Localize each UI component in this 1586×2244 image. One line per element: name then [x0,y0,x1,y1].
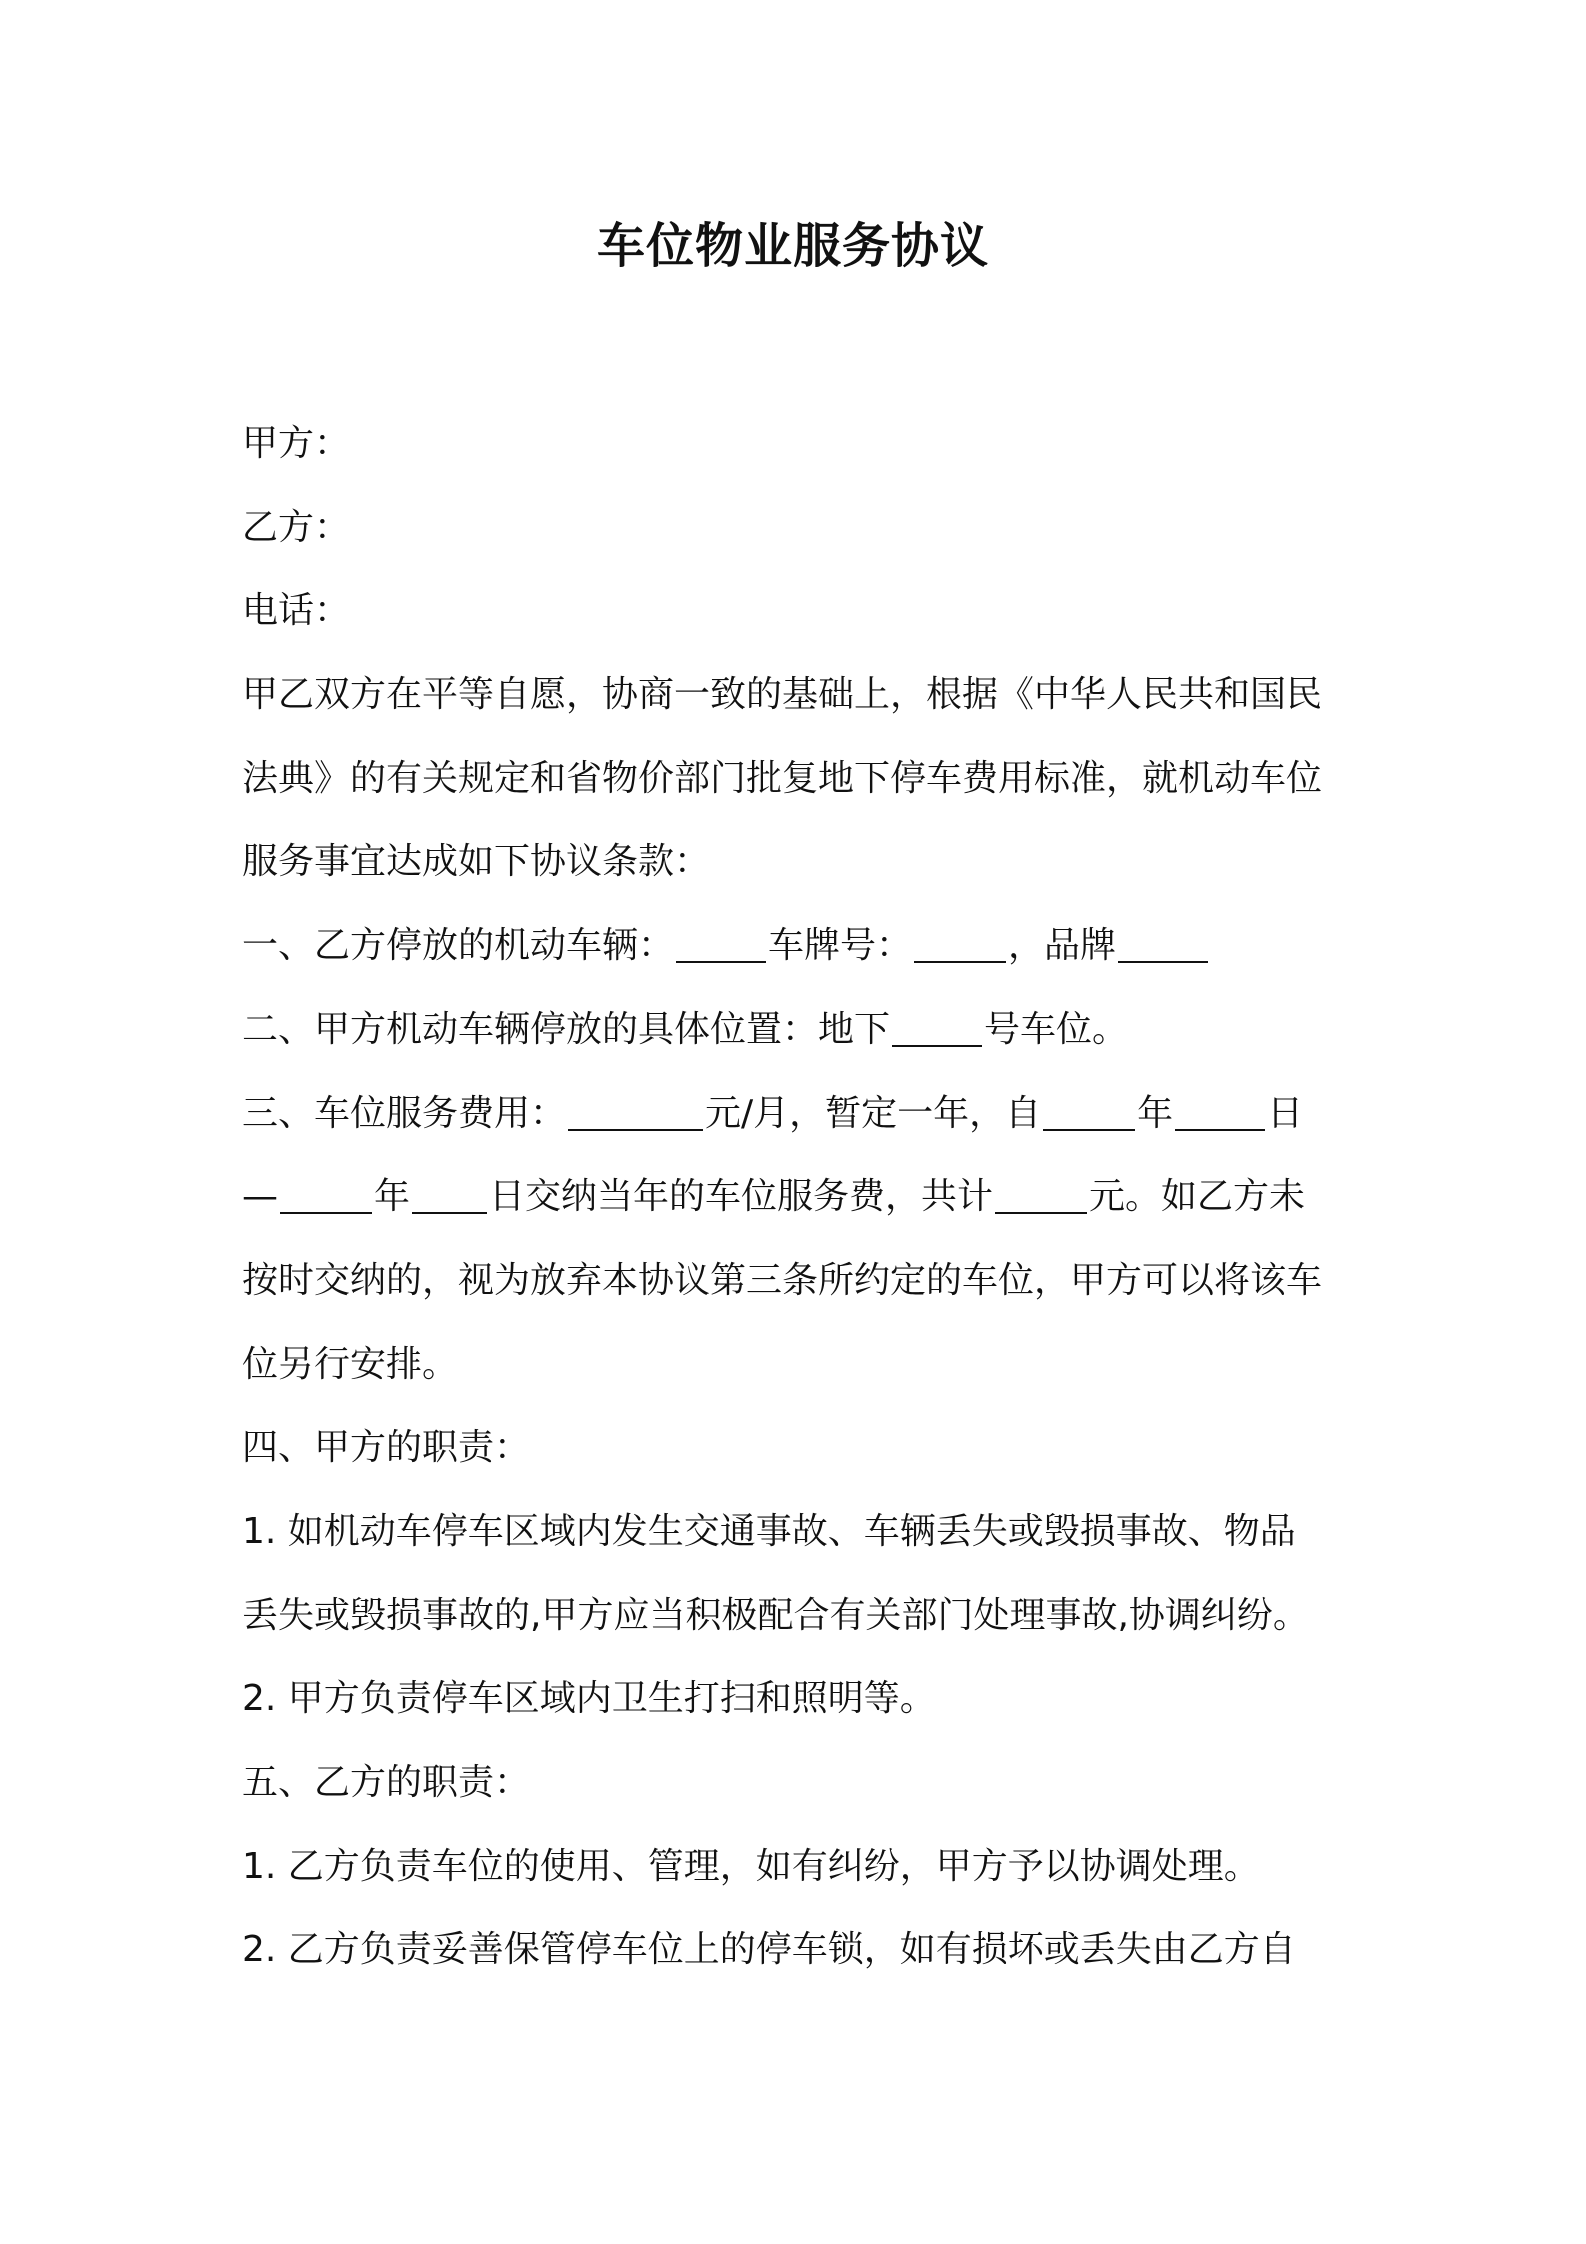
spot-number-blank[interactable] [892,1005,982,1047]
monthly-fee-blank[interactable] [568,1089,703,1131]
plate-label: 车牌号： [768,925,913,967]
section-5-item-2: 2. 乙方负责妥善保管停车位上的停车锁，如有损坏或丢失由乙方自 [242,1929,1296,1971]
day-label: 日 [1267,1092,1304,1134]
year-label-2: 年 [374,1176,411,1218]
section-4-item-1-line-2: 丢失或毁损事故的,甲方应当积极配合有关部门处理事故,协调纠纷。 [242,1594,1309,1636]
clause-1 [242,904,1358,988]
section-4-item-2: 2. 甲方负责停车区域内卫生打扫和照明等。 [242,1678,936,1720]
section-5-heading: 五、乙方的职责： [242,1762,531,1803]
clause-1-prefix: 一、乙方停放的机动车辆： [242,925,675,967]
start-year-blank[interactable] [1043,1089,1135,1131]
intro-line-3: 服务事宜达成如下协议条款： [242,841,711,883]
clause-2-prefix: 二、甲方机动车辆停放的具体位置：地下 [242,1008,891,1050]
clause-3-line-3: 按时交纳的，视为放弃本协议第三条所约定的车位，甲方可以将该车 [242,1259,1323,1301]
party-a-line: 甲方： [242,423,351,464]
document-title: 车位物业服务协议 [596,218,989,274]
clause-3-prefix: 三、车位服务费用： [242,1092,567,1134]
party-b-line: 乙方： [242,506,351,548]
section-4-item-1-line-1: 1. 如机动车停车区域内发生交通事故、车辆丢失或毁损事故、物品 [242,1510,1296,1552]
clause-3-line-4: 位另行安排。 [242,1343,459,1385]
clause-3-line-2 [242,1155,1358,1239]
intro-line-1: 甲乙双方在平等自愿，协商一致的基础上，根据《中华人民共和国民 [242,674,1323,716]
document-body [242,402,1358,1992]
fee-unit-text: 元/月，暂定一年，自 [705,1092,1042,1134]
start-day-blank[interactable] [1175,1089,1265,1131]
brand-label: ，品牌 [1008,925,1117,967]
year-label: 年 [1137,1092,1174,1134]
plate-blank[interactable] [914,921,1006,963]
brand-blank[interactable] [1118,921,1208,963]
intro-line-2: 法典》的有关规定和省物价部门批复地下停车费用标准，就机动车位 [242,757,1323,799]
end-year-blank[interactable] [280,1172,372,1214]
end-day-blank[interactable] [412,1172,487,1214]
dash-text: — [242,1176,278,1218]
clause-2-suffix: 号车位。 [984,1008,1129,1050]
pay-text: 日交纳当年的车位服务费，共计 [489,1176,994,1218]
vehicle-blank[interactable] [676,921,766,963]
clause-2 [242,988,1358,1072]
total-fee-blank[interactable] [995,1172,1087,1214]
clause-3-line-1 [242,1072,1358,1156]
section-4-heading: 四、甲方的职责： [242,1427,531,1469]
phone-line: 电话： [242,590,351,632]
section-5-item-1: 1. 乙方负责车位的使用、管理，如有纠纷，甲方予以协调处理。 [242,1845,1260,1887]
yuan-text: 元。如乙方未 [1089,1176,1306,1218]
